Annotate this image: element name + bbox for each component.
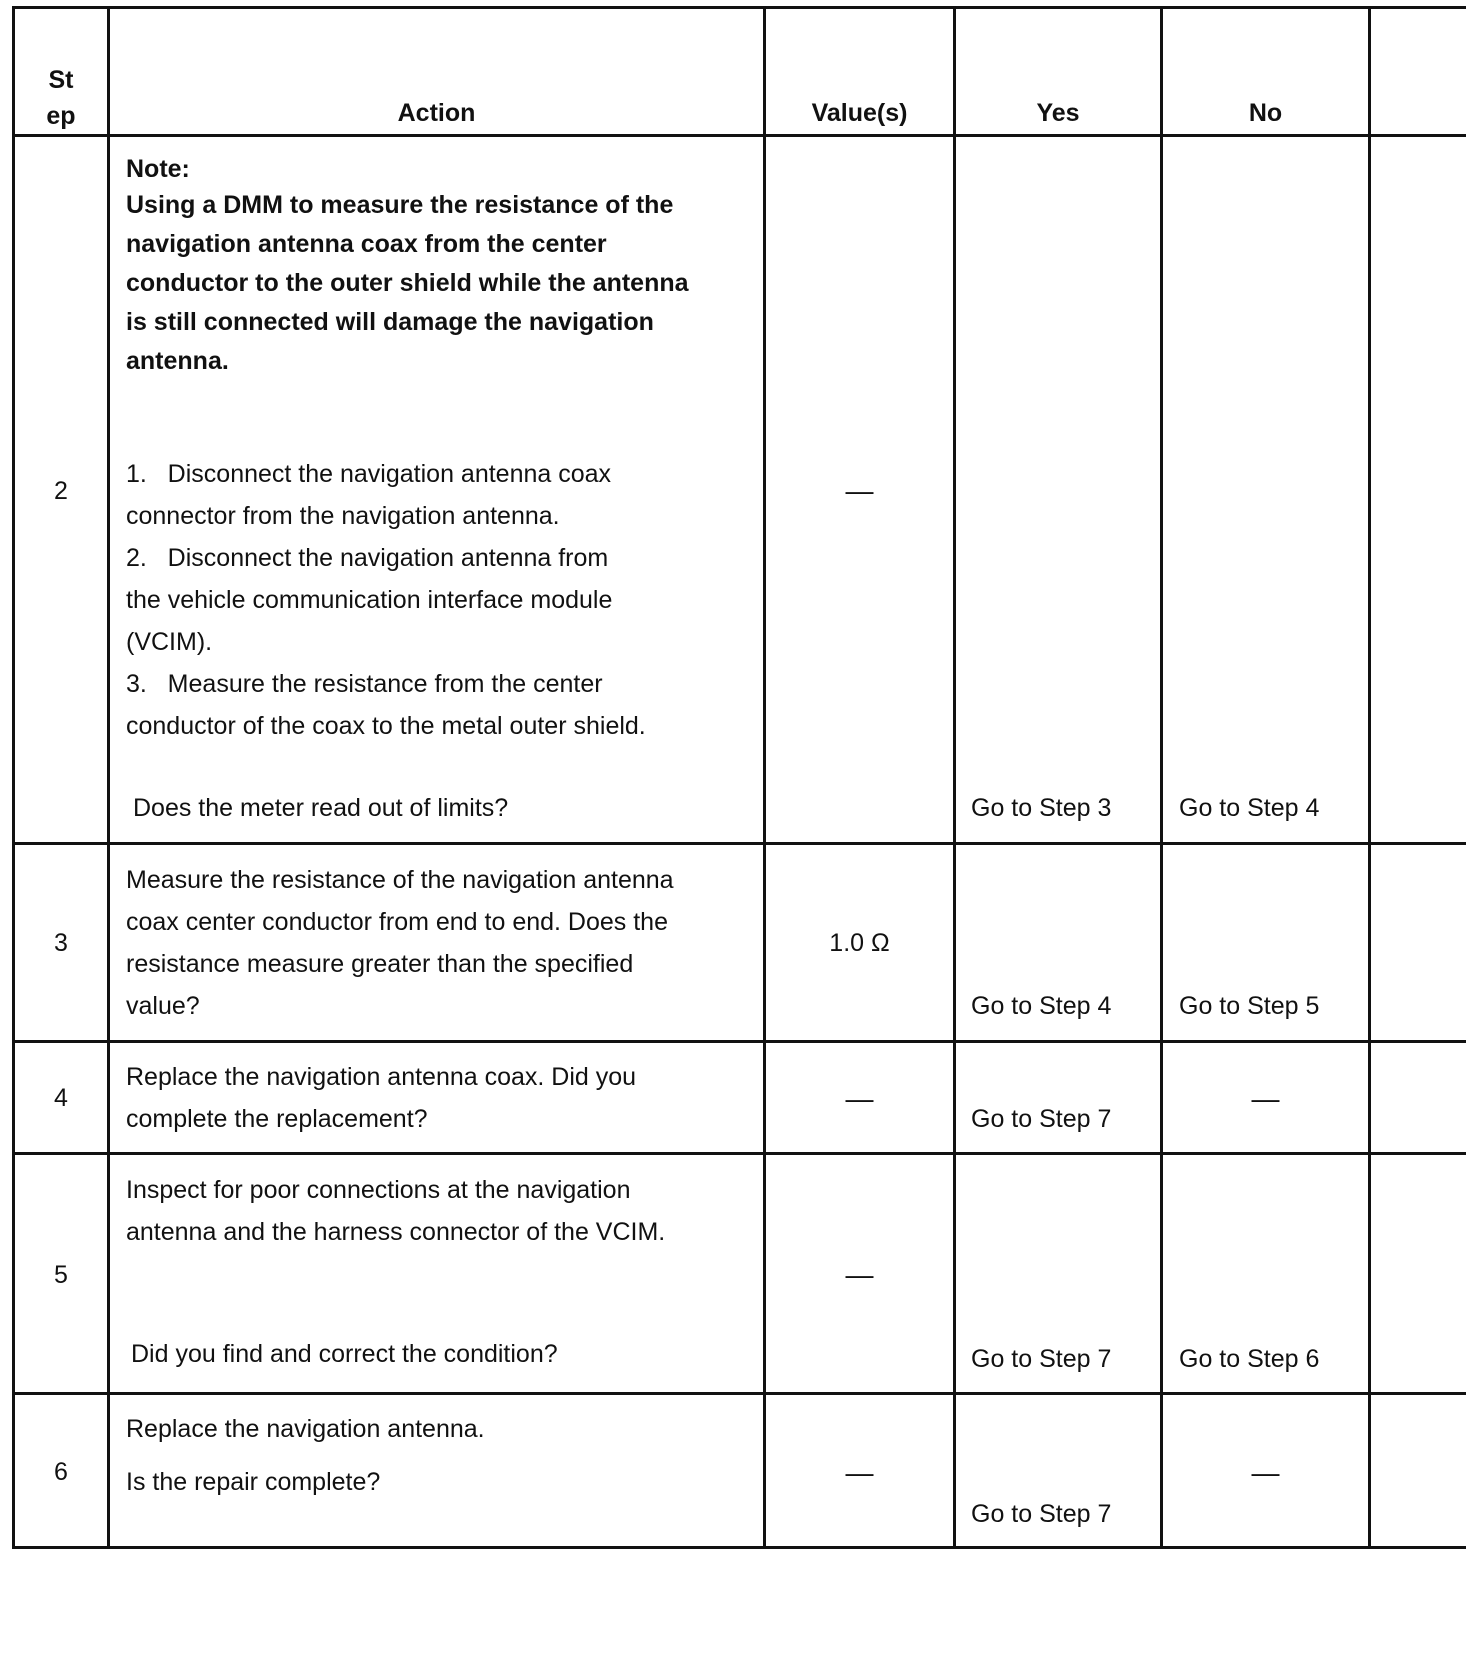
no-link[interactable]: Go to Step 5: [1179, 992, 1320, 1020]
action-line: Replace the navigation antenna coax. Did you: [126, 1063, 637, 1091]
value: —: [845, 1457, 874, 1488]
action-text: [126, 1414, 756, 1497]
step-number: 6: [54, 1458, 68, 1486]
yes-link[interactable]: Go to Step 4: [971, 992, 1112, 1020]
action-line: Measure the resistance of the navigation antenna: [126, 866, 674, 894]
no-value: —: [1251, 1457, 1280, 1488]
table-border-right: [1368, 6, 1371, 1549]
action-text: [126, 859, 756, 1027]
diagnostic-table: [12, 6, 1466, 1646]
note-text: [126, 186, 756, 381]
note-title: Note:: [126, 155, 190, 183]
action-line: 1. Disconnect the navigation antenna coax: [126, 460, 612, 488]
action-text: [126, 1169, 756, 1253]
action-question: Does the meter read out of limits?: [133, 794, 509, 822]
header-values: Value(s): [811, 99, 908, 127]
step-number: 2: [54, 477, 68, 505]
note-line: is still connected will damage the navigation: [126, 308, 654, 336]
step-number: 5: [54, 1261, 68, 1289]
value: 1.0 Ω: [829, 929, 890, 957]
column-divider: [763, 6, 766, 1549]
row-divider: [12, 1392, 1466, 1395]
no-link[interactable]: Go to Step 4: [1179, 794, 1320, 822]
header-yes: Yes: [1036, 99, 1080, 127]
action-line: conductor of the coax to the metal outer shield.: [126, 712, 646, 740]
header-step-line1: St: [48, 66, 74, 94]
yes-link[interactable]: Go to Step 3: [971, 794, 1112, 822]
yes-link[interactable]: Go to Step 7: [971, 1345, 1112, 1373]
action-line: coax center conductor from end to end. Does the: [126, 908, 668, 936]
header-step-line2: ep: [46, 102, 76, 130]
action-line: resistance measure greater than the specified: [126, 950, 634, 978]
action-steps: [126, 453, 756, 747]
table-border-top: [12, 6, 1466, 9]
note-line: conductor to the outer shield while the antenna: [126, 269, 689, 297]
header-no: No: [1248, 99, 1283, 127]
row-divider: [12, 842, 1466, 845]
yes-link[interactable]: Go to Step 7: [971, 1105, 1112, 1133]
action-line: value?: [126, 992, 200, 1020]
action-line: 2. Disconnect the navigation antenna from: [126, 544, 609, 572]
note-line: antenna.: [126, 347, 229, 375]
table-border-left: [12, 6, 15, 1549]
column-divider: [1160, 6, 1163, 1549]
header-action: Action: [397, 99, 476, 127]
row-divider: [12, 1040, 1466, 1043]
action-line: Replace the navigation antenna.: [126, 1415, 485, 1443]
header-step: [15, 62, 107, 134]
step-number: 4: [54, 1084, 68, 1112]
action-line: 3. Measure the resistance from the center: [126, 670, 603, 698]
action-line: connector from the navigation antenna.: [126, 502, 560, 530]
header-divider: [12, 134, 1466, 137]
action-line: complete the replacement?: [126, 1105, 428, 1133]
action-text: [126, 1056, 756, 1140]
note-line: Using a DMM to measure the resistance of the: [126, 191, 674, 219]
value: —: [845, 1083, 874, 1114]
action-line: Inspect for poor connections at the navigation: [126, 1176, 631, 1204]
action-line: Is the repair complete?: [126, 1468, 381, 1496]
action-line: antenna and the harness connector of the VCIM.: [126, 1218, 666, 1246]
yes-link[interactable]: Go to Step 7: [971, 1500, 1112, 1528]
action-line: (VCIM).: [126, 628, 213, 656]
action-line: the vehicle communication interface module: [126, 586, 613, 614]
value: —: [845, 475, 874, 506]
value: —: [845, 1259, 874, 1290]
column-divider: [107, 6, 110, 1549]
note-line: navigation antenna coax from the center: [126, 230, 607, 258]
action-question: Did you find and correct the condition?: [131, 1340, 558, 1368]
row-divider: [12, 1152, 1466, 1155]
no-link[interactable]: Go to Step 6: [1179, 1345, 1320, 1373]
table-border-bottom: [12, 1546, 1466, 1549]
step-number: 3: [54, 929, 68, 957]
column-divider: [953, 6, 956, 1549]
no-value: —: [1251, 1083, 1280, 1114]
